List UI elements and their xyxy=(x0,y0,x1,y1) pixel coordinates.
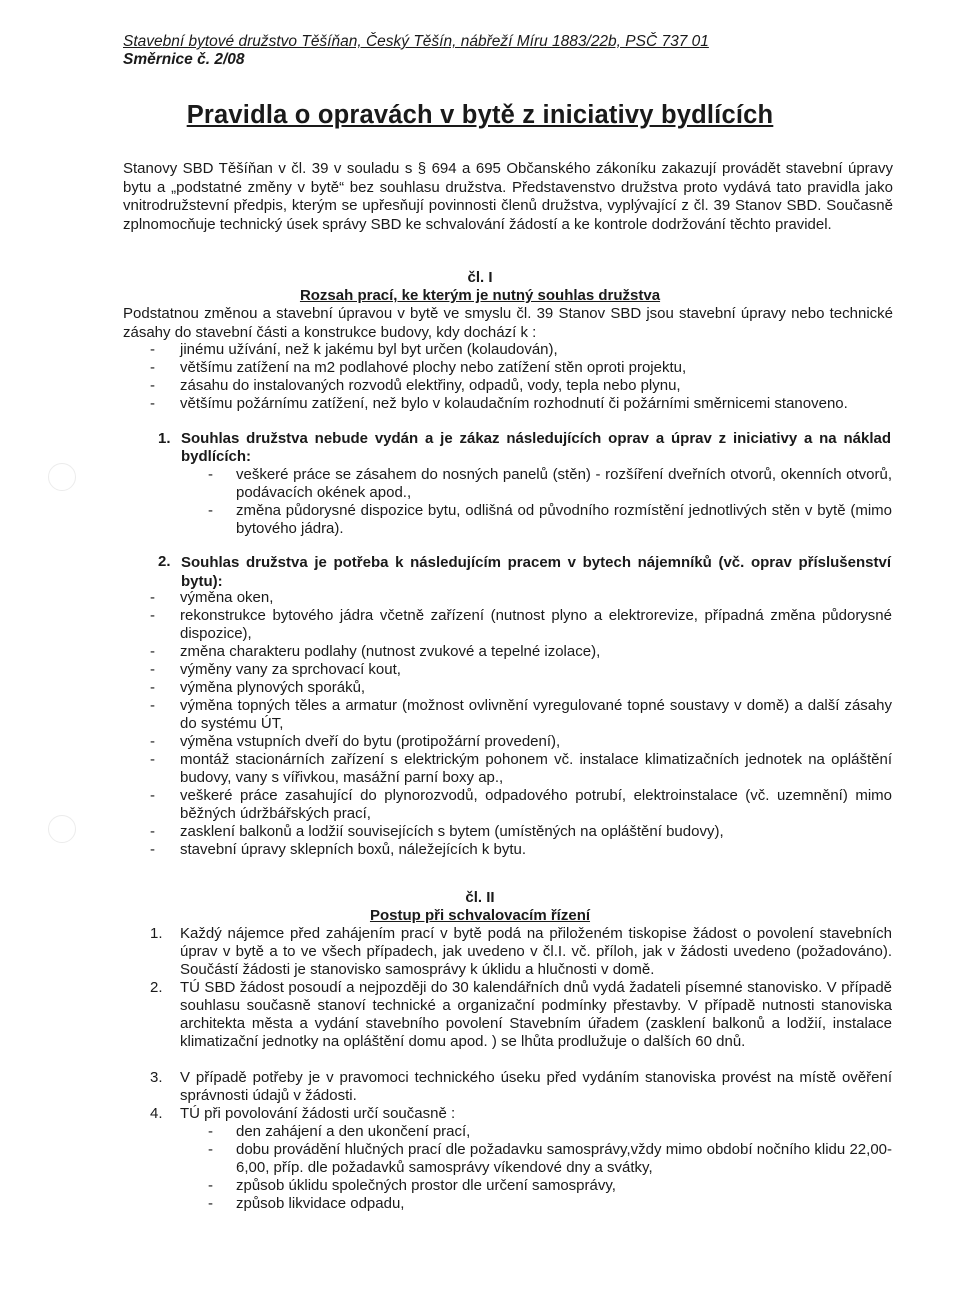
point-2-text: Souhlas družstva je potřeba k následujícím pracem v bytech nájemníků (vč. oprav příslušenství bytu): xyxy=(181,554,891,590)
procedure-point-1: Každý nájemce před zahájením prací v bytě podá na přiloženém tiskopise žádost o povolení stavebních úprav v bytě a to ve všech případech, jak uvedeno v čl.I. vč. příloh, jak v žádosti uvedeno (požadováno). Součástí žádosti je stanovisko samosprávy k úklidu a hlučnosti v domě. xyxy=(180,925,892,978)
list-item: způsob úklidu společných prostor dle určení samosprávy, xyxy=(236,1177,616,1194)
procedure-point-3: V případě potřeby je v pravomoci technického úseku před vydáním stanoviska provést na místě ověření správnosti údajů v žádosti. xyxy=(180,1069,892,1104)
list-item: výměna topných těles a armatur (možnost ovlivnění vyregulované topné soustavy v domě) a další zásahy do systému ÚT, xyxy=(180,697,892,732)
list-item: výměna oken, xyxy=(180,589,274,606)
point-number: 1. xyxy=(158,430,171,447)
bullet-dash: - xyxy=(150,643,155,660)
punch-hole-mark xyxy=(48,463,76,491)
bullet-dash: - xyxy=(208,1177,213,1194)
document-title: Pravidla o opravách v bytě z iniciativy bydlících xyxy=(186,101,774,129)
bullet-dash: - xyxy=(150,751,155,768)
bullet-dash: - xyxy=(150,697,155,714)
point-number: 2. xyxy=(150,979,163,996)
directive-number: Směrnice č. 2/08 xyxy=(123,51,245,68)
list-item: většímu požárnímu zatížení, než bylo v kolaudačním rozhodnutí či požárními směrnicemi stanoveno. xyxy=(180,395,848,412)
article-2-label: čl. II xyxy=(465,889,495,906)
bullet-dash: - xyxy=(150,733,155,750)
list-item: dobu provádění hlučných prací dle požadavku samosprávy,vždy mimo období nočního klidu 22,00-6,00, příp. dle požadavků samosprávy víkendové dny a svátky, xyxy=(236,1141,892,1176)
bullet-dash: - xyxy=(150,589,155,606)
list-item: výměna vstupních dveří do bytu (protipožární provedení), xyxy=(180,733,561,750)
point-1-text: Souhlas družstva nebude vydán a je zákaz následujících oprav a úprav z iniciativy a na náklad bydlících: xyxy=(181,430,891,465)
bullet-dash: - xyxy=(150,823,155,840)
bullet-dash: - xyxy=(208,1141,213,1158)
bullet-dash: - xyxy=(150,607,155,624)
bullet-dash: - xyxy=(208,466,213,483)
list-item: změna charakteru podlahy (nutnost zvukové a tepelné izolace), xyxy=(180,643,601,660)
list-item: veškeré práce zasahující do plynorozvodů, odpadového potrubí, elektroinstalace (vč. uzemnění) mimo běžných údržbářských prací, xyxy=(180,787,892,822)
punch-hole-mark xyxy=(48,815,76,843)
list-item: zasklení balkonů a lodžií souvisejících s bytem (umístěných na opláštění budovy), xyxy=(180,823,724,840)
list-item: výměny vany za sprchovací kout, xyxy=(180,661,401,678)
bullet-dash: - xyxy=(150,661,155,678)
list-item: den zahájení a den ukončení prací, xyxy=(236,1123,471,1140)
list-item: montáž stacionárních zařízení s elektrickým pohonem vč. instalace klimatizačních jednotek na opláštění budovy, vany s vířivkou, masážní parní boxy ap., xyxy=(180,751,892,786)
bullet-dash: - xyxy=(208,1195,213,1212)
list-item: stavební úpravy sklepních boxů, náležejících k bytu. xyxy=(180,841,527,858)
intro-paragraph: Stanovy SBD Těšíňan v čl. 39 v souladu s § 694 a 695 Občanského zákoníku zakazují provádět stavební úpravy bytu a „podstatné změny v bytě“ bez souhlasu družstva. Představenstvo družstva proto vydává tato pravidla jako vnitrodružstevní předpis, kterým se upřesňují povinnosti členů družstva, vyplývající z čl. 39 Stanov SBD. Současně zplnomocňuje technický úsek správy SBD ke schvalování žádostí a ke kontrole dodržování těchto pravidel. xyxy=(123,160,893,233)
bullet-dash: - xyxy=(150,377,155,394)
list-item: zásahu do instalovaných rozvodů elektřiny, odpadů, vody, tepla nebo plynu, xyxy=(180,377,681,394)
bullet-dash: - xyxy=(150,341,155,358)
article-2-heading: Postup při schvalovacím řízení xyxy=(369,907,591,924)
organization-header: Stavební bytové družstvo Těšíňan, Český Těšín, nábřeží Míru 1883/22b, PSČ 737 01 xyxy=(123,33,709,50)
bullet-dash: - xyxy=(150,679,155,696)
point-number: 1. xyxy=(150,925,163,942)
list-item: veškeré práce se zásahem do nosných panelů (stěn) - rozšíření dveřních otvorů, okenních otvorů, podávacích okének apod., xyxy=(236,466,892,501)
list-item: výměna plynových sporáků, xyxy=(180,679,366,696)
list-item: způsob likvidace odpadu, xyxy=(236,1195,405,1212)
article-1-text: Podstatnou změnou a stavební úpravou v bytě ve smyslu čl. 39 Stanov SBD jsou stavební úpravy nebo technické zásahy do stavební části a konstrukce budovy, kdy dochází k : xyxy=(123,305,893,341)
article-1-label: čl. I xyxy=(467,269,493,286)
bullet-dash: - xyxy=(150,787,155,804)
bullet-dash: - xyxy=(150,359,155,376)
bullet-dash: - xyxy=(150,841,155,858)
article-1-heading: Rozsah prací, ke kterým je nutný souhlas družstva xyxy=(299,287,661,304)
list-item: rekonstrukce bytového jádra včetně zařízení (nutnost plyno a elektrorevize, případná změna půdorysné dispozice), xyxy=(180,607,892,642)
procedure-point-4: TÚ při povolování žádosti určí současně : xyxy=(180,1105,456,1122)
point-number: 4. xyxy=(150,1105,163,1122)
bullet-dash: - xyxy=(150,395,155,412)
procedure-point-2: TÚ SBD žádost posoudí a nejpozději do 30 kalendářních dnů vydá žadateli písemné stanovisko. V případě souhlasu současně stanoví technické a organizační podmínky přestavby. V případě nutnosti stanoviska architekta města a vydání stavebního povolení Stavebním úřadem (zasklení balkonů a lodžií, instalace klimatizační jednotky na opláštění domu apod. ) se lhůta prodlužuje o dalších 60 dnů. xyxy=(180,979,892,1050)
list-item: změna půdorysné dispozice bytu, odlišná od původního rozmístění jednotlivých stěn v bytě (mimo bytového jádra). xyxy=(236,502,892,537)
bullet-dash: - xyxy=(208,502,213,519)
point-number: 3. xyxy=(150,1069,163,1086)
bullet-dash: - xyxy=(208,1123,213,1140)
point-number: 2. xyxy=(158,553,171,570)
list-item: většímu zatížení na m2 podlahové plochy nebo zatížení stěn oproti projektu, xyxy=(180,359,687,376)
list-item: jinému užívání, než k jakému byl byt určen (kolaudován), xyxy=(180,341,558,358)
